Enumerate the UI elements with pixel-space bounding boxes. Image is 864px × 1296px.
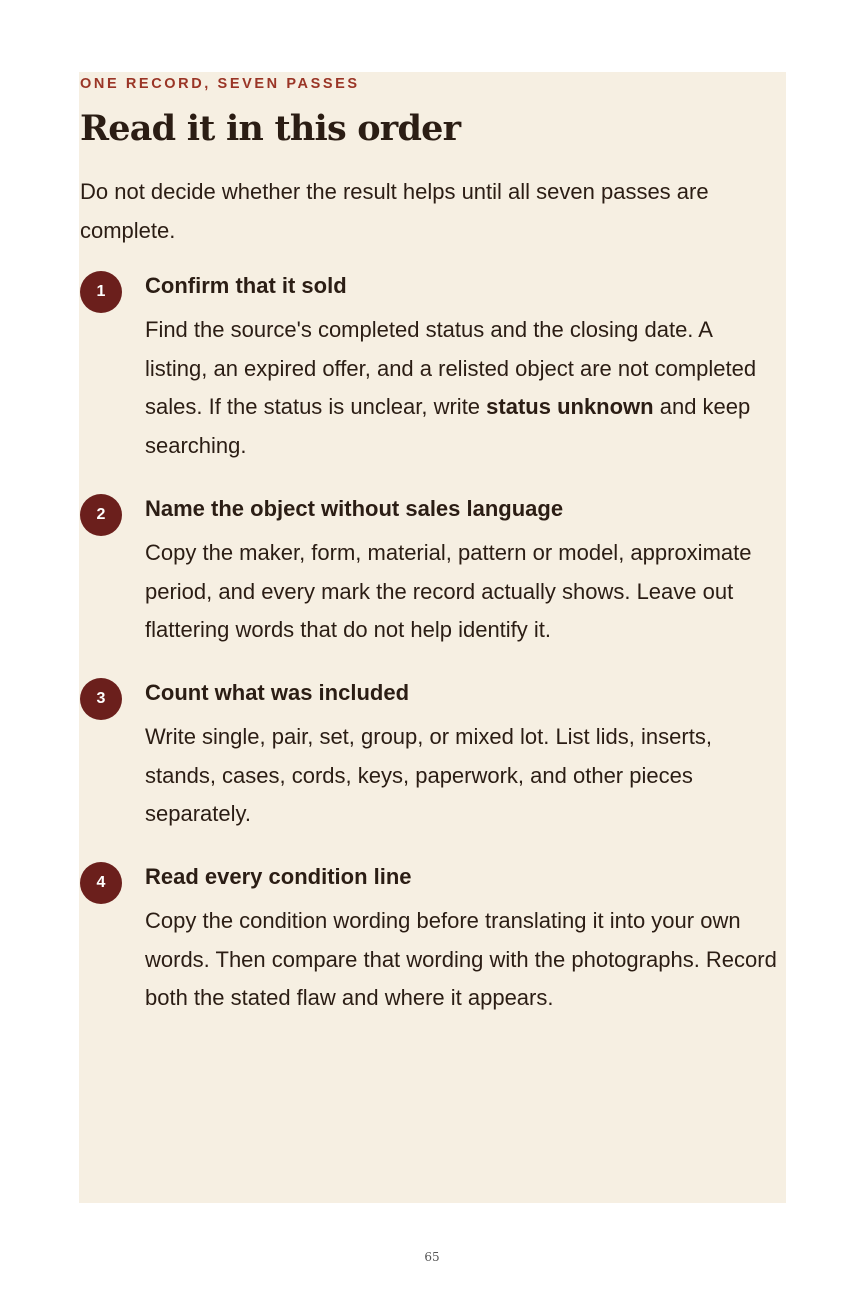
page-number: 65 xyxy=(424,1250,440,1264)
intro-text: Do not decide whether the result helps until all seven passes are complete. xyxy=(80,179,709,243)
step-heading: Count what was included xyxy=(145,680,410,705)
step-heading: Read every condition line xyxy=(145,864,412,889)
step-number-badge: 2 xyxy=(80,494,122,536)
step-number-badge: 1 xyxy=(80,271,122,313)
step-body-text: Find the source's completed status and the closing date. A listing, an expired offer, and a relisted object are not completed sales. If the status is unclear, write xyxy=(145,317,757,419)
step-body: Copy the maker, form, material, pattern or model, approximate period, and every mark the record actually shows. Leave out flattering words that do not help identify it. xyxy=(145,540,752,642)
page-title: Read it in this order xyxy=(80,108,461,149)
step-heading: Confirm that it sold xyxy=(145,273,347,298)
step-body-emphasis: status unknown xyxy=(486,394,654,419)
step-heading: Name the object without sales language xyxy=(145,496,564,521)
step-number-badge: 3 xyxy=(80,678,122,720)
section-eyebrow: ONE RECORD, SEVEN PASSES xyxy=(80,76,360,92)
step-body-text: and keep searching. xyxy=(145,394,751,458)
step-body: Copy the condition wording before translating it into your own words. Then compare that wording with the photographs. Record both the stated flaw and where it appears. xyxy=(145,908,777,1010)
step-body xyxy=(145,311,779,465)
step-body: Write single, pair, set, group, or mixed lot. List lids, inserts, stands, cases, cords, keys, paperwork, and other pieces separately. xyxy=(145,724,712,826)
step-number-badge: 4 xyxy=(80,862,122,904)
